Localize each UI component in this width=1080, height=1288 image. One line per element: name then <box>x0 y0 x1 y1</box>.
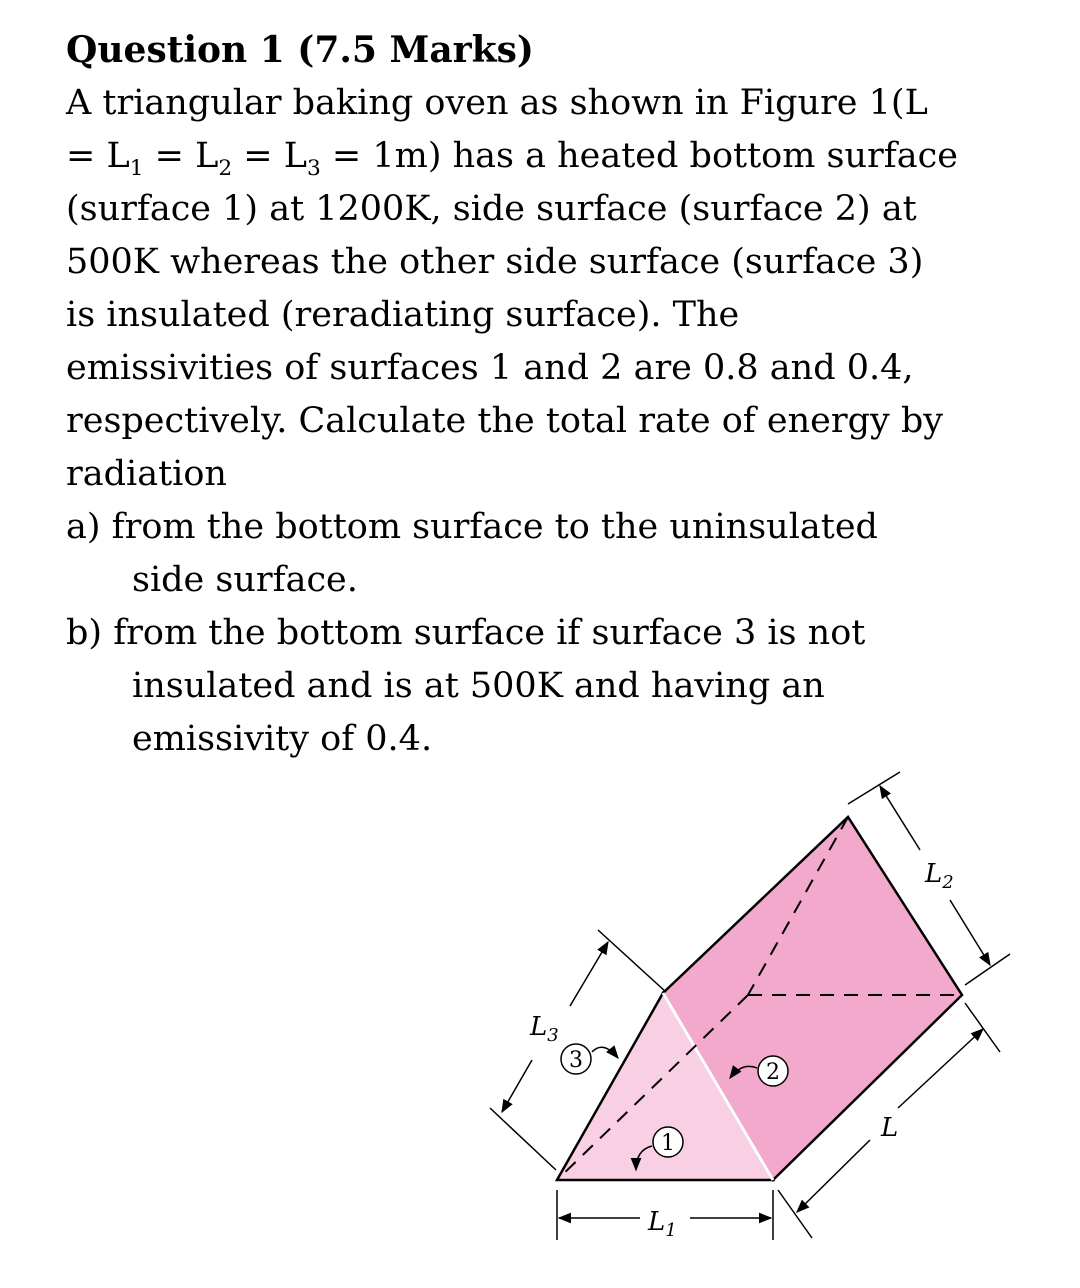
l2-dimension-lower <box>950 900 990 965</box>
l3-label: $L_3$ <box>530 1012 559 1046</box>
l-label: L <box>881 1113 899 1143</box>
part-a-line-1: a) from the bottom surface to the uninsulated <box>66 507 878 547</box>
surface-2-number: 2 <box>766 1060 780 1085</box>
question-text-line-7: respectively. Calculate the total rate of energy by <box>66 401 944 441</box>
l3-extension-lower <box>490 1108 556 1170</box>
question-text-line-6: emissivities of surfaces 1 and 2 are 0.8 and 0.4, <box>66 348 914 388</box>
l2-extension-lower <box>965 954 1010 985</box>
part-b-line-3: emissivity of 0.4. <box>132 719 433 759</box>
l3-dimension-upper <box>570 942 608 1006</box>
surface-3-leader <box>592 1047 618 1058</box>
l2-dimension-upper <box>880 786 920 850</box>
l-dimension-lower <box>797 1140 870 1212</box>
l3-dimension-lower <box>502 1060 532 1112</box>
l-extension-lower <box>778 1190 812 1238</box>
part-a-label: a) <box>66 507 101 547</box>
l2-extension-upper <box>848 772 900 804</box>
l2-label: $L_2$ <box>925 859 954 893</box>
question-text-line-4: 500K whereas the other side surface (surface 3) <box>66 242 924 282</box>
l-extension-upper <box>965 1003 1000 1052</box>
oven-diagram-svg <box>470 760 1030 1260</box>
part-b-line-1: b) from the bottom surface if surface 3 is not <box>66 613 866 653</box>
surface-1-number: 1 <box>661 1131 675 1156</box>
question-text-line-5: is insulated (reradiating surface). The <box>66 295 740 335</box>
part-a-line-2: side surface. <box>132 560 358 600</box>
question-title: Question 1 (7.5 Marks) <box>66 29 534 71</box>
part-b-label: b) <box>66 613 103 653</box>
l1-label: $L_1$ <box>648 1207 677 1241</box>
surface-3-number: 3 <box>569 1048 583 1073</box>
question-text-line-8: radiation <box>66 454 227 494</box>
question-text-line-1: A triangular baking oven as shown in Figure 1(L <box>66 83 928 123</box>
question-text-line-3: (surface 1) at 1200K, side surface (surface 2) at <box>66 189 917 229</box>
question-text-line-2: = $L_1 = L_2 = L_3 = 1m$) has a heated bottom surface <box>66 136 958 181</box>
oven-figure <box>470 760 1030 1260</box>
l3-extension-upper <box>598 930 666 992</box>
question-block <box>66 24 1026 766</box>
part-b-line-2: insulated and is at 500K and having an <box>132 666 825 706</box>
dimension-equation: = $L_1 = L_2 = L_3 = 1m$) <box>66 136 453 181</box>
